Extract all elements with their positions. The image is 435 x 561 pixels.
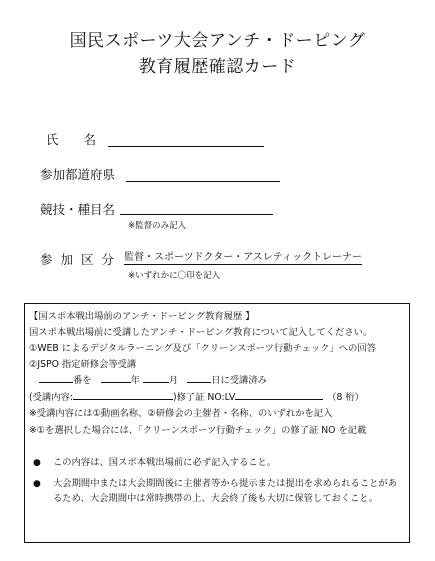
content-blank[interactable] [73, 389, 173, 400]
cert-no-blank[interactable] [235, 389, 323, 400]
option-jspo-seminar: ②JSPO 指定研修会等受講 [29, 359, 137, 370]
bullet-icon: ● [33, 479, 41, 489]
bullet-icon: ● [33, 458, 41, 468]
name-label: 氏 名 [46, 132, 97, 147]
sport-note: ※監督のみ記入 [128, 221, 187, 231]
category-options[interactable]: 監督・スポーツドクター・アスレティックトレーナー [124, 252, 362, 263]
prefecture-label: 参加都道府県 [40, 167, 116, 182]
page-subtitle: 教育履歴確認カード [138, 57, 297, 77]
content-row: (受講内容: )修了証 NO:LV （8 桁） [29, 389, 364, 403]
bullet-must-fill: この内容は、国スポ本戦出場前に必ず記入すること。 [53, 457, 277, 468]
day-blank[interactable] [187, 372, 211, 383]
name-field[interactable] [108, 146, 264, 147]
note-cert: ※①を選択した場合には、「クリーンスポーツ行動チェック」の修了証 NO を記載 [29, 425, 367, 436]
prefecture-field[interactable] [126, 181, 280, 182]
number-blank[interactable] [39, 372, 73, 383]
education-history-box [24, 303, 410, 543]
box-intro: 国スポ本戦出場前に受講したアンチ・ドーピング教育について記入してください。 [29, 327, 373, 338]
category-label: 参 加 区 分 [40, 252, 116, 267]
sport-label: 競技・種目名 [40, 202, 116, 217]
note-content: ※受講内容には①動画名称、②研修会の主催者・名称、のいずれかを記入 [29, 408, 333, 419]
page-title: 国民スポーツ大会アンチ・ドーピング [69, 31, 366, 51]
year-blank[interactable] [101, 372, 131, 383]
option-web-learning: ①WEB によるデジタルラーニング及び「クリーンスポーツ行動チェック」への回答 [29, 343, 376, 354]
category-note: ※いずれかに〇印を記入 [128, 271, 221, 281]
month-blank[interactable] [143, 372, 169, 383]
date-row: 番を 年 月 日に受講済み [39, 372, 267, 386]
sport-field[interactable] [120, 214, 273, 215]
bullet-keep-card: 大会期間中または大会期間後に主催者等から提示または提出を求められることがあるため、大会期間中は常時携帯の上、大会終了後も大切に保管しておくこと。 [53, 478, 397, 504]
box-heading: 【国スポ本戦出場前のアンチ・ドーピング教育履歴 】 [29, 311, 255, 322]
